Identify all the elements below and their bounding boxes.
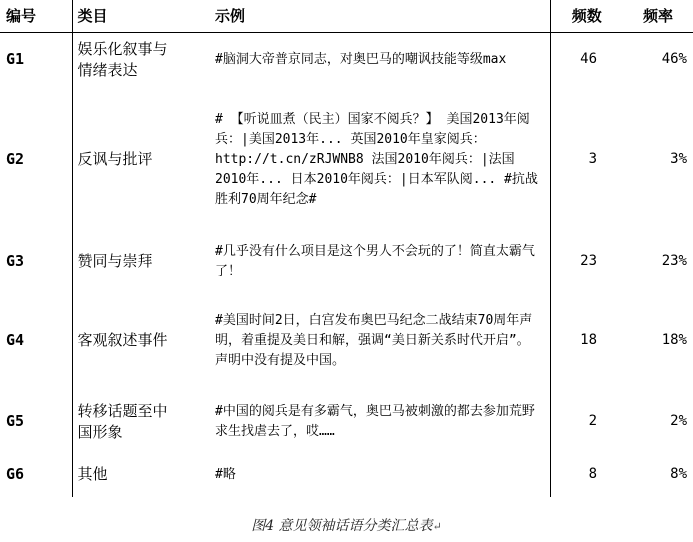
caption-text: 图4 意见领袖话语分类汇总表 <box>251 518 433 534</box>
paragraph-mark-icon: ↵ <box>432 520 442 533</box>
row-id: G6 <box>6 465 25 483</box>
row-category: 赞同与崇拜 <box>72 233 210 291</box>
header-rate: 频率 <box>623 0 693 33</box>
row-rate: 18% <box>661 332 687 348</box>
table-row <box>0 33 693 87</box>
row-frequency: 18 <box>550 291 623 391</box>
row-frequency: 2 <box>550 391 623 453</box>
row-rate: 23% <box>661 253 687 269</box>
row-id: G4 <box>6 331 25 349</box>
header-frequency: 频数 <box>550 0 623 33</box>
row-category: 其他 <box>72 453 210 497</box>
row-example: #美国时间2日，白宫发布奥巴马纪念二战结束70周年声明，着重提及美日和解，强调“美日新关系时代开启”。声明中没有提及中国。 <box>215 312 533 368</box>
row-id: G1 <box>6 50 25 69</box>
row-frequency: 3 <box>550 87 623 233</box>
row-example: #脑洞大帝普京同志，对奥巴马的嘲讽技能等级max <box>215 51 507 67</box>
row-category: 反讽与批评 <box>72 87 210 233</box>
row-rate: 3% <box>670 151 687 167</box>
table-row <box>0 233 693 291</box>
row-id: G5 <box>6 412 25 430</box>
table-row <box>0 87 693 233</box>
header-example: 示例 <box>210 0 550 33</box>
row-example: #中国的阅兵是有多霸气，奥巴马被刺激的都去参加荒野求生找虐去了，哎…… <box>215 403 535 439</box>
header-id: 编号 <box>0 0 72 33</box>
row-example: #几乎没有什么项目是这个男人不会玩的了！简直太霸气了！ <box>215 243 535 279</box>
row-category: 娱乐化叙事与情绪表达 <box>72 33 210 87</box>
row-frequency: 23 <box>550 233 623 291</box>
row-id: G2 <box>6 150 25 168</box>
row-frequency: 8 <box>550 453 623 497</box>
row-rate: 2% <box>670 413 687 429</box>
header-row <box>0 0 693 33</box>
table-row <box>0 291 693 391</box>
row-id: G3 <box>6 252 25 270</box>
row-rate: 46% <box>661 51 687 68</box>
table-row <box>0 453 693 497</box>
row-frequency: 46 <box>550 33 623 87</box>
header-category: 类目 <box>72 0 210 33</box>
row-category: 客观叙述事件 <box>72 291 210 391</box>
row-category: 转移话题至中国形象 <box>72 391 210 453</box>
table-row <box>0 391 693 453</box>
table-caption <box>0 515 693 535</box>
row-example: #略 <box>215 466 236 482</box>
row-rate: 8% <box>670 466 687 482</box>
row-example: # 【听说皿煮（民主）国家不阅兵？】 美国2013年阅兵：|美国2013年... 英国2010年皇家阅兵：http://t.cn/zRJWNB8 法国2010年阅兵：|法国2010年... 日本2010年阅兵：|日本军队阅... #抗战胜利70周年纪念# <box>215 111 538 207</box>
